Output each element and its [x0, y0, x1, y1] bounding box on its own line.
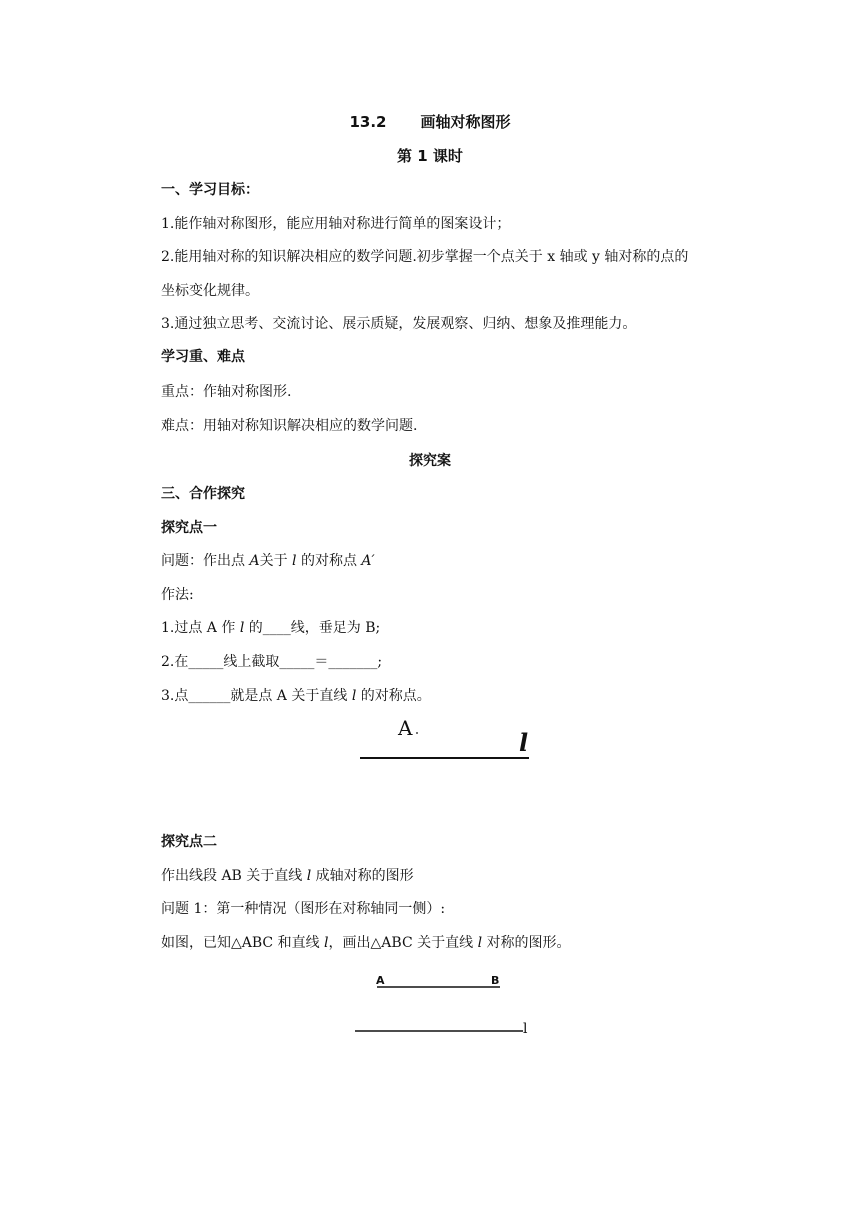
section-title [0, 112, 860, 132]
figure2-label-b: B [491, 974, 500, 987]
objective-3: 3.通过独立思考、交流讨论、展示质疑，发展观察、归纳、想象及推理能力。 [161, 316, 637, 332]
focus-point: 重点：作轴对称图形. [161, 384, 292, 400]
difficulty-point: 难点：用轴对称知识解决相应的数学问题. [161, 418, 418, 434]
section-3-heading: 三、合作探究 [161, 486, 245, 502]
point2-question-1: 问题 1：第一种情况（图形在对称轴同一侧）: [161, 901, 446, 917]
method-label: 作法: [161, 587, 194, 603]
figure1-label-a: A [398, 716, 413, 740]
point1-question: 问题：作出点 A关于 l 的对称点 A′ [161, 553, 375, 569]
figure1-point-a [416, 732, 418, 734]
point2-heading: 探究点二 [161, 834, 217, 850]
figure2-label-a: A [376, 974, 385, 987]
lesson-title: 第 1 课时 [397, 147, 463, 165]
step-1: 1.过点 A 作 l 的____线，垂足为 B; [161, 620, 381, 636]
inquiry-heading: 探究案 [409, 453, 451, 469]
section-name: 画轴对称图形 [420, 113, 511, 131]
objective-2a: 2.能用轴对称的知识解决相应的数学问题.初步掌握一个点关于 x 轴或 y 轴对称的点的 [161, 249, 689, 265]
objectives-heading: 一、学习目标： [161, 182, 259, 198]
point2-task: 作出线段 AB 关于直线 l 成轴对称的图形 [161, 868, 414, 884]
objective-2b: 坐标变化规律。 [161, 283, 259, 299]
step-2: 2.在_____线上截取_____＝_______; [161, 654, 383, 670]
section-number: 13.2 [349, 113, 387, 131]
key-points-heading: 学习重、难点 [161, 349, 245, 365]
objective-1: 1.能作轴对称图形，能应用轴对称进行简单的图案设计； [161, 216, 511, 232]
point1-heading: 探究点一 [161, 520, 217, 536]
point2-example: 如图，已知△ABC 和直线 l，画出△ABC 关于直线 l 对称的图形。 [161, 935, 571, 951]
step-3: 3.点______就是点 A 关于直线 l 的对称点。 [161, 688, 431, 704]
figure2-label-l: l [523, 1021, 528, 1037]
figure1-label-l: l [519, 728, 529, 757]
